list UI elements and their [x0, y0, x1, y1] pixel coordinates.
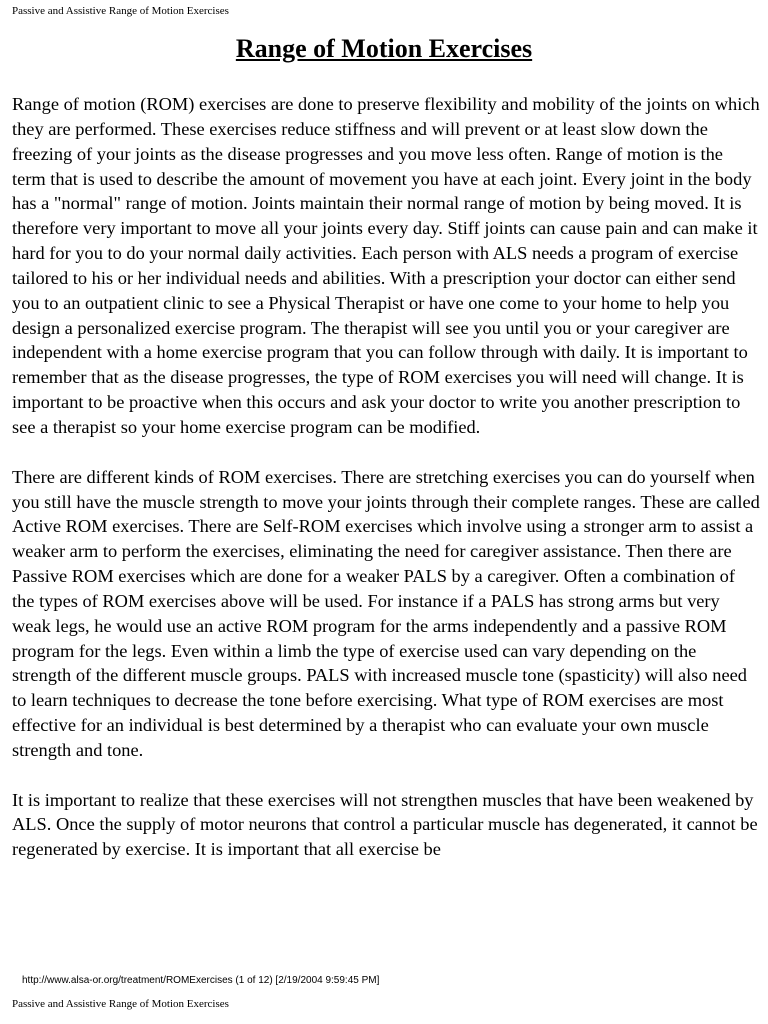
paragraph-1: Range of motion (ROM) exercises are done to preserve flexibility and mobility of the joints on which they are performed. These exercises reduce stiffness and will prevent or at least slow down the freezing of your joints as the disease progresses and you move less often. Range of motion is the term that is used to describe the amount of movement you have at each joint. Every joint in the body has a "normal" range of motion. Joints maintain their normal range of motion by being moved. It is therefore very important to move all your joints every day. Stiff joints can cause pain and can make it hard for you to do your normal daily activities. Each person with ALS needs a program of exercise tailored to his or her individual needs and abilities. With a prescription your doctor can either send you to an outpatient clinic to see a Physical Therapist or have one come to your home to help you design a personalized exercise program. The therapist will see you until you or your caregiver are independent with a home exercise program that you can follow through with daily. It is important to remember that as the disease progresses, the type of ROM exercises you will need will change. It is important to be proactive when this occurs and ask your doctor to write you another prescription to see a therapist so your home exercise program can be modified.: [12, 94, 760, 437]
running-footer: Passive and Assistive Range of Motion Exercises: [12, 998, 229, 1010]
running-header: Passive and Assistive Range of Motion Exercises: [12, 5, 229, 17]
page-title: Range of Motion Exercises: [235, 34, 533, 63]
page-url-footer: http://www.alsa-or.org/treatment/ROMExercises (1 of 12) [2/19/2004 9:59:45 PM]: [22, 975, 380, 986]
paragraph-2: There are different kinds of ROM exercises. There are stretching exercises you can do yourself when you still have the muscle strength to move your joints through their complete ranges. These are called Active ROM exercises. There are Self-ROM exercises which involve using a stronger arm to assist a weaker arm to perform the exercises, eliminating the need for caregiver assistance. Then there are Passive ROM exercises which are done for a weaker PALS by a caregiver. Often a combination of the types of ROM exercises above will be used. For instance if a PALS has strong arms but very weak legs, he would use an active ROM program for the arms independently and a passive ROM program for the legs. Even within a limb the type of exercise used can vary depending on the strength of the different muscle groups. PALS with increased muscle tone (spasticity) will also need to learn techniques to decrease the tone before exercising. What type of ROM exercises are most effective for an individual is best determined by a therapist who can evaluate your own muscle strength and tone.: [12, 466, 760, 760]
paragraph-3: It is important to realize that these exercises will not strengthen muscles that have been weakened by ALS. Once the supply of motor neurons that control a particular muscle has degenerated, it cannot be regenerated by exercise. It is important that all exercise be: [12, 789, 758, 860]
article-body: [12, 92, 760, 887]
